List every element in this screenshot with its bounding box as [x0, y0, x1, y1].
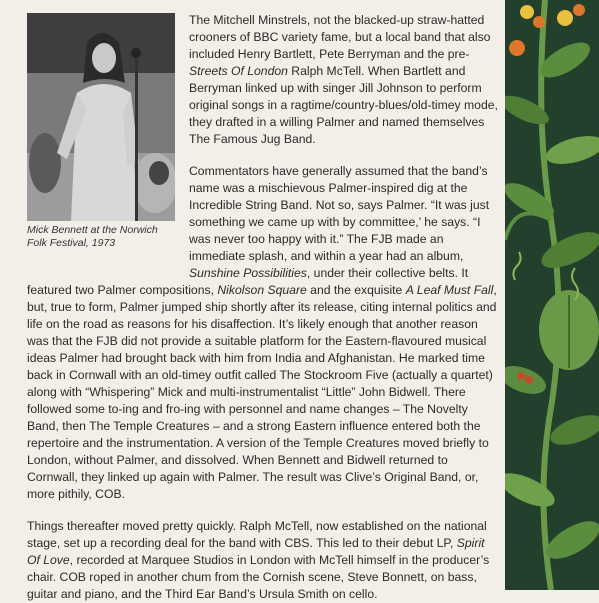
paragraph-text: Commentators have generally assumed that the band’s name was a mischievous Palmer-inspired dig at the Incredible String Band. Not so, says Palmer. “It was just something we came up with by committee,’ he says. “I was never too happy with it.” The FJB made an immediate splash, and within a year had an album, [189, 164, 490, 263]
caption-line-2: Folk Festival, 1973 [27, 237, 116, 249]
paragraph-text: , but, true to form, Palmer jumped ship shortly after its release, citing internal politics and life on the road as reasons for his disaffection. It’s likely enough that another reason was that the FJB did not provide a suitable platform for the Eastern-flavoured musical ideas Palmer had brought back with him from India and Afghanistan. He marked time back in Cornwall with an old-timey outfit called The Stockroom Five (actually a quartet) along with “Whispering” Mick and multi-instrumentalist “Little” John Bidwell. There followed some to-ing and fro-ing with personnel and name changes – The Novelty Band, then The Temple Creatures – and a strong Eastern influence entered both the repertoire and the instrumentation. A version of the Temple Creatures moved briefly to London, without Palmer, and dissolved. When Bennett and Bidwell returned to Cornwall, they linked up again with Palmer. The result was Clive’s Original Band, or, more pithily, COB. [27, 283, 497, 501]
paragraph-text: , under their collective belts. It featured two Palmer compositions, [27, 266, 469, 297]
paragraph-text: and the exquisite [306, 283, 406, 297]
paragraph-text: Ralph McTell. When Bartlett and Berryman linked up with singer Jill Johnson to perform original songs in a ragtime/country-blues/old-timey mode, they drafted in a willing Palmer and named themselves The Famous Jug Band. [189, 64, 498, 146]
italic-title-text: Spirit Of Love [27, 536, 485, 567]
italic-title-text: Sunshine Possibilities [189, 266, 307, 280]
paragraph-text: The Mitchell Minstrels, not the blacked-up straw-hatted crooners of BBC variety fame, but a local band that also included Henry Bartlett, Pete Berryman and the pre- [189, 13, 491, 61]
italic-title-text: Streets Of London [189, 64, 288, 78]
paragraph-3 [27, 518, 500, 603]
caption-line-1: Mick Bennett at the Norwich [27, 224, 158, 236]
plant-illustration [505, 0, 599, 590]
italic-title-text: Nikolson Square [217, 283, 307, 297]
paragraph-text: Things thereafter moved pretty quickly. Ralph McTell, now established on the national stage, set up a recording deal for the band with CBS. This led to their debut LP, [27, 519, 487, 550]
article-body [27, 12, 500, 603]
paragraph-text: , recorded at Marquee Studios in London with McTell himself in the producer’s chair. COB roped in another chum from the Cornish scene, Steve Bonnett, on bass, guitar and piano, and the Third Ear Band’s Ursula Smith on cello. [27, 553, 490, 601]
botanical-artwork [505, 0, 599, 590]
italic-title-text: A Leaf Must Fall [405, 283, 494, 297]
photo-spacer [27, 12, 189, 270]
